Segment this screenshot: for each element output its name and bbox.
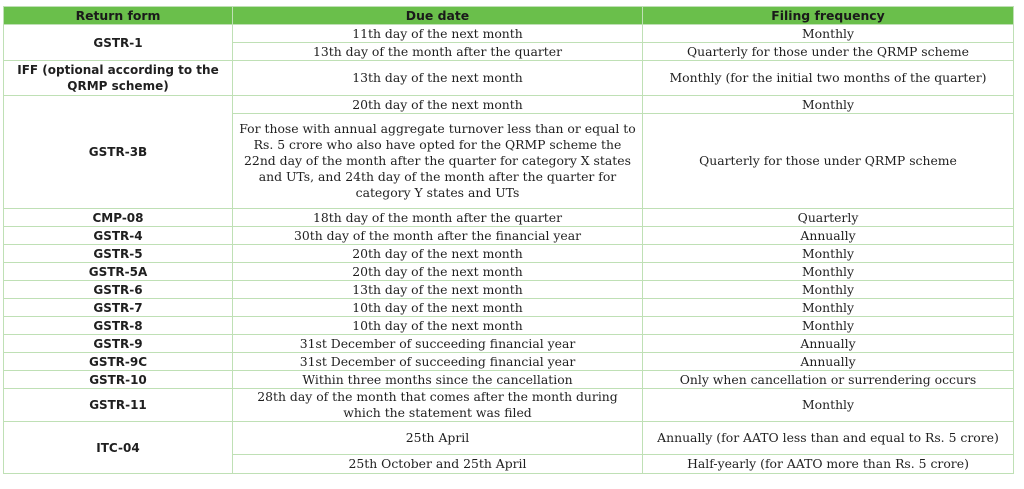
table-row [4, 299, 1014, 317]
filing-frequency-cell: Only when cancellation or surrendering occurs [643, 371, 1014, 389]
due-date-cell: 30th day of the month after the financial year [233, 227, 643, 245]
due-date-cell: 31st December of succeeding financial year [233, 353, 643, 371]
table-row [4, 245, 1014, 263]
filing-frequency-cell: Monthly [643, 389, 1014, 422]
table-row [4, 422, 1014, 455]
table-row [4, 335, 1014, 353]
filing-frequency-cell: Quarterly for those under QRMP scheme [643, 114, 1014, 209]
table-row [4, 353, 1014, 371]
table-row [4, 389, 1014, 422]
filing-frequency-cell: Monthly (for the initial two months of the quarter) [643, 61, 1014, 96]
due-date-cell: 20th day of the next month [233, 96, 643, 114]
return-form-cell: CMP-08 [4, 209, 233, 227]
gst-return-table-container [3, 6, 1013, 474]
due-date-cell: 31st December of succeeding financial year [233, 335, 643, 353]
table-row [4, 227, 1014, 245]
due-date-cell: 25th October and 25th April [233, 455, 643, 474]
due-date-cell: 11th day of the next month [233, 25, 643, 43]
table-row [4, 317, 1014, 335]
header-return-form: Return form [4, 7, 233, 25]
table-row [4, 263, 1014, 281]
filing-frequency-cell: Monthly [643, 96, 1014, 114]
return-form-cell: GSTR-9C [4, 353, 233, 371]
table-row [4, 281, 1014, 299]
return-form-cell: GSTR-11 [4, 389, 233, 422]
table-row [4, 371, 1014, 389]
return-form-cell: GSTR-3B [4, 96, 233, 209]
filing-frequency-cell: Monthly [643, 281, 1014, 299]
filing-frequency-cell: Annually [643, 335, 1014, 353]
return-form-cell: GSTR-5 [4, 245, 233, 263]
filing-frequency-cell: Monthly [643, 317, 1014, 335]
filing-frequency-cell: Annually (for AATO less than and equal to Rs. 5 crore) [643, 422, 1014, 455]
return-form-cell: GSTR-10 [4, 371, 233, 389]
table-header-row [4, 7, 1014, 25]
table-row [4, 61, 1014, 96]
filing-frequency-cell: Monthly [643, 245, 1014, 263]
header-due-date: Due date [233, 7, 643, 25]
return-form-cell: IFF (optional according to the QRMP scheme) [4, 61, 233, 96]
return-form-cell: ITC-04 [4, 422, 233, 474]
table-row [4, 209, 1014, 227]
due-date-cell: For those with annual aggregate turnover less than or equal to Rs. 5 crore who also have opted for the QRMP scheme the 22nd day of the month after the quarter for category X states and UTs, and 24th day of the month after the quarter for category Y states and UTs [233, 114, 643, 209]
return-form-cell: GSTR-6 [4, 281, 233, 299]
header-filing-frequency: Filing frequency [643, 7, 1014, 25]
due-date-cell: 25th April [233, 422, 643, 455]
due-date-cell: 28th day of the month that comes after the month during which the statement was filed [233, 389, 643, 422]
due-date-cell: 20th day of the next month [233, 245, 643, 263]
return-form-cell: GSTR-7 [4, 299, 233, 317]
due-date-cell: 10th day of the next month [233, 317, 643, 335]
filing-frequency-cell: Monthly [643, 25, 1014, 43]
filing-frequency-cell: Annually [643, 227, 1014, 245]
filing-frequency-cell: Monthly [643, 263, 1014, 281]
return-form-cell: GSTR-8 [4, 317, 233, 335]
return-form-cell: GSTR-5A [4, 263, 233, 281]
due-date-cell: Within three months since the cancellation [233, 371, 643, 389]
gst-return-table [3, 6, 1014, 474]
due-date-cell: 13th day of the next month [233, 61, 643, 96]
table-row [4, 25, 1014, 43]
due-date-cell: 13th day of the month after the quarter [233, 43, 643, 61]
due-date-cell: 10th day of the next month [233, 299, 643, 317]
due-date-cell: 20th day of the next month [233, 263, 643, 281]
return-form-cell: GSTR-1 [4, 25, 233, 61]
return-form-cell: GSTR-4 [4, 227, 233, 245]
filing-frequency-cell: Quarterly for those under the QRMP scheme [643, 43, 1014, 61]
due-date-cell: 13th day of the next month [233, 281, 643, 299]
filing-frequency-cell: Quarterly [643, 209, 1014, 227]
filing-frequency-cell: Annually [643, 353, 1014, 371]
filing-frequency-cell: Monthly [643, 299, 1014, 317]
due-date-cell: 18th day of the month after the quarter [233, 209, 643, 227]
filing-frequency-cell: Half-yearly (for AATO more than Rs. 5 crore) [643, 455, 1014, 474]
return-form-cell: GSTR-9 [4, 335, 233, 353]
table-row [4, 96, 1014, 114]
